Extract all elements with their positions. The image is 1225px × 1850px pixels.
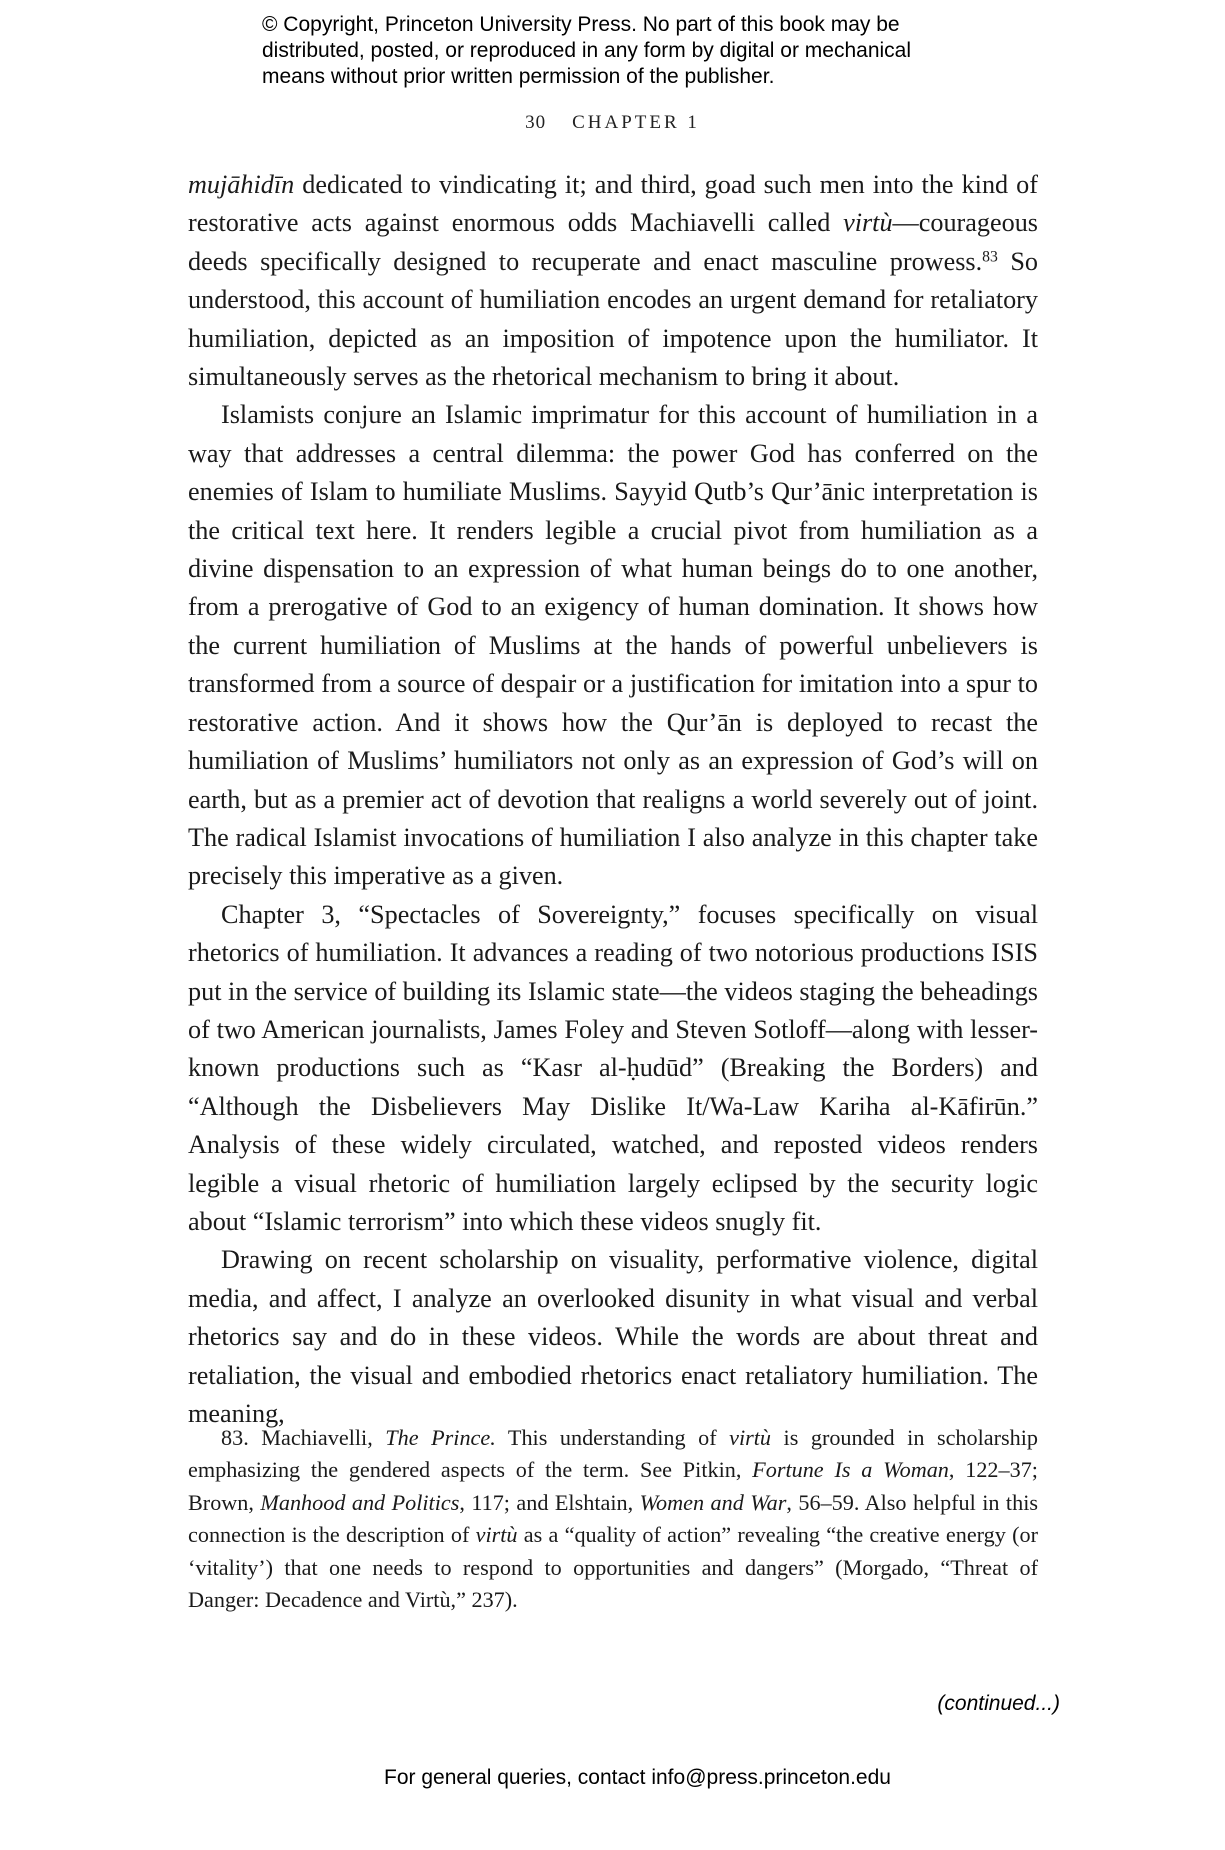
chapter-label: CHAPTER 1 [572,112,700,133]
paragraph: Drawing on recent scholarship on visuality, performative violence, digital media, and affect, I analyze an overlooked disunity in what visual and verbal rhetorics say and do in these videos. While the words are about threat and retaliation, the visual and embodied rhetorics enact retaliatory humiliation. The meaning, [188,1245,1038,1428]
text-run: This understanding of [495,1425,730,1450]
paragraph: Chapter 3, “Spectacles of Sovereignty,” focuses specifically on visual rhetorics of humiliation. It advances a reading of two notorious productions ISIS put in the service of building its Islamic state—the videos staging the beheadings of two American journalists, James Foley and Steven Sotloff—along with lesser-known productions such as “Kasr al-ḥudūd” (Breaking the Borders) and “Although the Disbelievers May Dislike It/Wa-Law Kariha al-Kāfirūn.” Analysis of these widely circulated, watched, and reposted videos renders legible a visual rhetoric of humiliation largely eclipsed by the security logic about “Islamic terrorism” into which these videos snugly fit. [188,899,1038,1236]
text-run: , 56–59. Also helpful in this connection is the description of [188,1489,1038,1548]
contact-footer [0,1766,1225,1790]
italic-title: The Prince. [385,1425,496,1450]
italic-term: mujāhidīn [188,170,295,199]
body-text [188,166,1038,1433]
text-run: —courageous deeds specifically designed to recuperate and enact masculine prowess. [188,208,1038,276]
running-head [0,112,1225,134]
paragraph [188,166,1038,396]
italic-title: Fortune Is a Woman [752,1457,949,1483]
text-run: , 122–37; Brown, [188,1457,1038,1515]
italic-title: Manhood and Politics [260,1489,460,1515]
italic-term: virtù [475,1522,518,1548]
copyright-notice [262,12,1022,90]
italic-term: virtù [843,208,893,238]
italic-title: Women and War [639,1489,787,1515]
text-run: 83. Machiavelli, [221,1425,386,1450]
text-run: as a “quality of action” revealing “the creative energy (or ‘vitality’) that one needs to respond to opportunities and dangers” (Morgado, “Threat of Danger: Decadence and Virtù,” 237). [188,1522,1038,1613]
text-run: , 117; and Elshtain, [459,1489,640,1515]
copyright-line: distributed, posted, or reproduced in any form by digital or mechanical [262,39,912,62]
footnote [188,1422,1038,1616]
text-run: is grounded in scholarship emphasizing the gendered aspects of the term. See Pitkin, [188,1425,1039,1483]
paragraph: Islamists conjure an Islamic imprimatur for this account of humiliation in a way that addresses a central dilemma: the power God has conferred on the enemies of Islam to humiliate Muslims. Sayyid Qutb’s Qur’ānic interpretation is the critical text here. It renders legible a crucial pivot from humiliation as a divine dispensation to an expression of what human beings do to one another, from a prerogative of God to an exigency of human domination. It shows how the current humiliation of Muslims at the hands of powerful unbelievers is transformed from a source of despair or a justification for imitation into a spur to restorative action. And it shows how the Qur’ān is deployed to recast the humiliation of Muslims’ humiliators not only as an expression of God’s will on earth, but as a premier act of devotion that realigns a world severely out of joint. The radical Islamist invocations of humiliation I also analyze in this chapter take precisely this imperative as a given. [188,400,1038,891]
footnote-reference[interactable]: 83 [982,248,998,266]
continued-label: (continued...) [937,1692,1060,1715]
text-run: So understood, this account of humiliation encodes an urgent demand for retaliatory humiliation, depicted as an imposition of impotence upon the humiliator. It simultaneously serves as the rhetorical mechanism to bring it about. [188,246,1038,392]
copyright-line: © Copyright, Princeton University Press. No part of this book may be [262,13,900,36]
page-number: 30 [525,112,547,133]
text-run: dedicated to vindicating it; and third, goad such men into the kind of restorative acts against enormous odds Machiavelli called [188,170,1038,238]
copyright-line: means without prior written permission of the publisher. [262,65,775,88]
contact-text: For general queries, contact info@press.princeton.edu [384,1766,891,1789]
italic-term: virtù [729,1425,772,1450]
